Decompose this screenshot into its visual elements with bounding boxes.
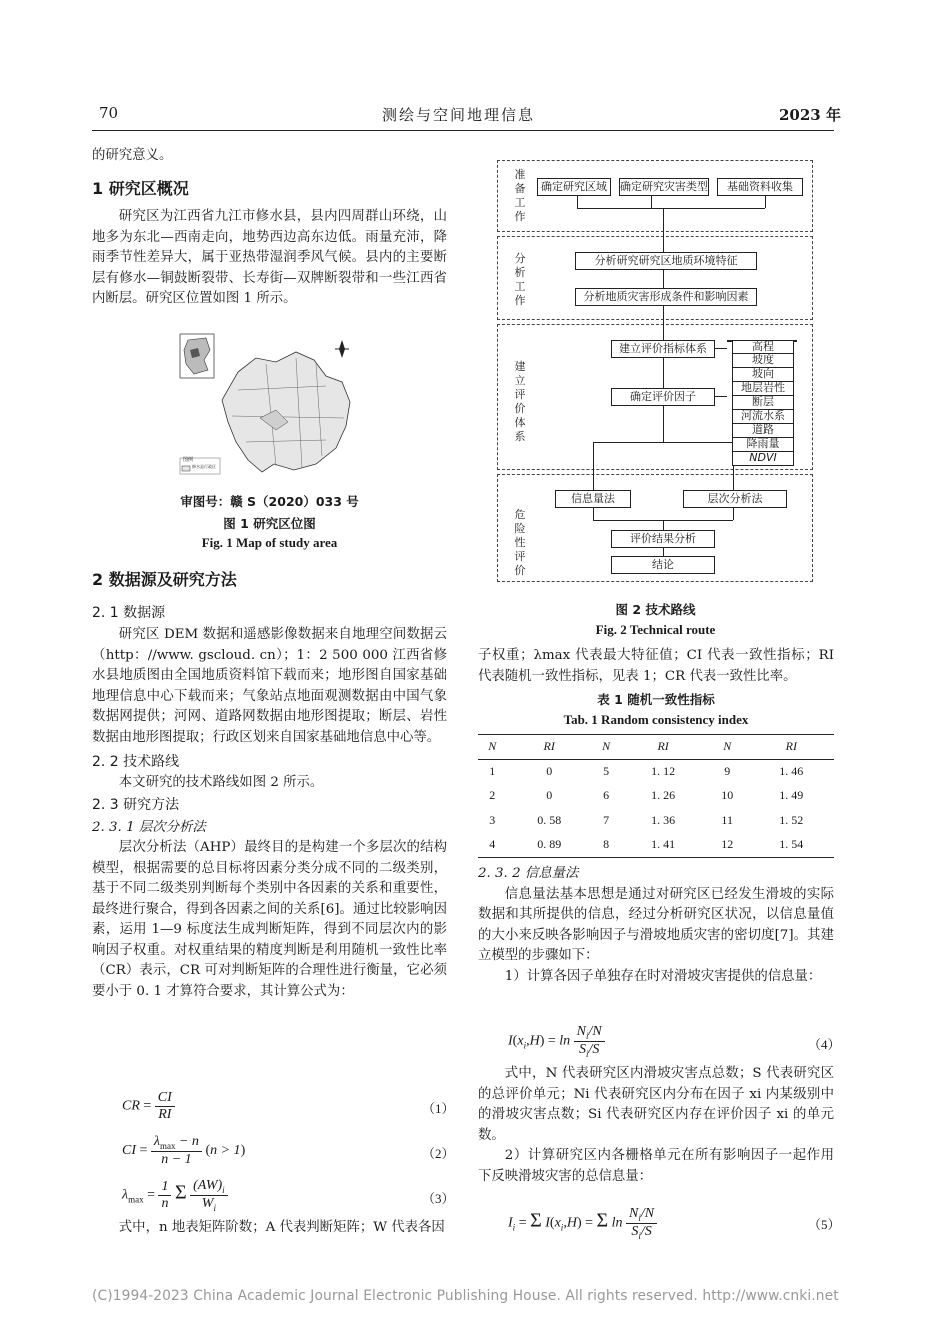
copyright-footer: (C)1994-2023 China Academic Journal Electronic Publishing House. All rights reserved. http://www.cnki.net — [92, 1288, 839, 1304]
journal-year: 2023 年 — [779, 106, 841, 124]
table-header: RI — [657, 739, 669, 754]
equation-1-number: （1） — [422, 1101, 455, 1116]
table-cell: 1. 54 — [779, 837, 804, 851]
flow-box-area: 确定研究区域 — [537, 178, 611, 196]
subsubsection-heading: 2. 3. 1 层次分析法 — [92, 819, 206, 835]
paragraph: 子权重；λmax 代表最大特征值；CI 代表一致性指标；RI 代表随机一致性指标，见表 1；CR 代表一致性比率。 — [478, 648, 834, 684]
table-cell: 1. 52 — [779, 812, 804, 827]
factor-fault: 断层 — [732, 396, 794, 410]
factor-elevation: 高程 — [732, 340, 794, 354]
paragraph: 1）计算各因子单独存在时对滑坡灾害提供的信息量： — [504, 968, 822, 984]
study-area-map — [176, 330, 372, 490]
flow-box-environment: 分析研究研究区地质环境特征 — [575, 252, 757, 270]
table-header: N — [488, 739, 497, 754]
paragraph: 研究区 DEM 数据和遥感影像数据来自地理空间数据云（http：//www. gscloud. cn）；1：2 500 000 江西省修水县地质图由全国地质资料馆下载而来；地形图自国家基础地理信息中心下载而来；气象站点地面观测数据由中国气象数据网提供；河网、道路网数据由地形图提取；断层、岩性数据由地形图提取；行政区划来自国家基础地信息中心等。 — [92, 627, 447, 745]
section-heading-2: 2 数据源及研究方法 — [92, 570, 237, 589]
table-1-caption-cn: 表 1 随机一致性指标 — [597, 692, 715, 707]
table-cell: 7 — [603, 812, 610, 827]
table-cell: 10 — [721, 788, 734, 803]
equation-5: $I_i = \Sigma$ $I(x_i,H) = \Sigma$ ln $\frac{N_i/N}{S_i/S}$ — [508, 1206, 657, 1241]
factor-slope: 坡度 — [732, 354, 794, 368]
subsection-heading: 2. 3 研究方法 — [92, 797, 180, 813]
flow-section-label-prep: 准备工作 — [514, 168, 526, 223]
right-column-lower — [478, 864, 834, 987]
table-cell: 0 — [546, 788, 553, 803]
table-cell: 3 — [489, 812, 496, 827]
left-column-lower — [92, 570, 447, 1002]
factor-aspect: 坡向 — [732, 368, 794, 382]
subsection-heading: 2. 1 数据源 — [92, 604, 166, 621]
flow-section-label-risk-evaluation: 危险性评价 — [514, 508, 526, 577]
paragraph — [92, 1218, 447, 1239]
table-cell: 0. 58 — [537, 812, 562, 827]
table-cell: 0 — [546, 764, 553, 778]
figure-1-review-number: 审图号：赣 S（2020）033 号 — [180, 494, 359, 509]
table-row — [478, 808, 834, 833]
journal-title: 测绘与空间地理信息 — [382, 106, 536, 124]
flow-section-label-evaluation-system: 建立评价体系 — [514, 360, 526, 443]
factor-lithology: 地层岩性 — [732, 382, 794, 396]
paragraph: 本文研究的技术路线如图 2 所示。 — [118, 774, 324, 790]
factor-ndvi: NDVI — [732, 452, 794, 466]
equation-3: $\lambda_{max}$ = $\frac{1}{n}$ Σ $\frac{(AW)_i}{W_i}$ — [122, 1178, 228, 1213]
equation-5-number: （5） — [808, 1217, 841, 1232]
table-row — [478, 833, 834, 858]
table-cell: 9 — [724, 764, 731, 778]
table-cell: 1. 41 — [651, 837, 676, 851]
map-legend-title: 图例 — [183, 457, 194, 463]
factor-rainfall: 降雨量 — [732, 438, 794, 452]
flow-box-ahp: 层次分析法 — [683, 490, 787, 508]
page-number: 70 — [99, 104, 119, 122]
flow-box-result-analysis: 评价结果分析 — [611, 530, 715, 548]
subsection-heading: 2. 2 技术路线 — [92, 754, 180, 770]
table-cell: 0. 89 — [537, 837, 562, 851]
table-header: N — [602, 739, 611, 754]
table-row — [478, 759, 834, 784]
left-column — [92, 146, 447, 310]
random-consistency-table — [478, 734, 834, 858]
table-header: N — [723, 739, 732, 754]
table-cell: 1. 46 — [779, 764, 804, 778]
table-cell: 1. 49 — [779, 788, 804, 803]
paragraph: 研究区为江西省九江市修水县，县内四周群山环绕，山地多为东北—西南走向，地势西边高东边低。雨量充沛，降雨季节性差异大，属于亚热带湿润季风气候。县内的主要断层有修水—铜鼓断裂带、长寿街—双牌断裂带和一些江西省内断层。研究区位置如图 1 所示。 — [92, 209, 447, 306]
equation-1: CR = $\frac{CI}{RI}$ — [122, 1090, 175, 1123]
figure-2-caption-en: Fig. 2 Technical route — [595, 622, 716, 637]
right-column-lower-2 — [478, 1064, 834, 1187]
table-header: RI — [543, 739, 555, 754]
table-cell: 11 — [721, 812, 733, 827]
equation-4: $I(x_i,H) = \ln$ $\frac{N_i/N}{S_i/S}$ — [508, 1024, 605, 1059]
section-heading-1: 1 研究区概况 — [92, 178, 189, 198]
equation-3-number: （3） — [422, 1191, 455, 1206]
factor-list-items — [732, 340, 794, 466]
equation-2: CI = $\frac{\lambda_{max} - n}{n - 1}$ (n > 1) — [122, 1134, 246, 1167]
table-cell: 1. 36 — [651, 812, 676, 827]
flow-box-conclusion: 结论 — [611, 556, 715, 574]
table-row — [478, 784, 834, 809]
flow-box-type: 确定研究灾害类型 — [619, 178, 709, 196]
table-cell: 1. 26 — [651, 788, 676, 803]
paragraph: 信息量法基本思想是通过对研究区已经发生滑坡的实际数据和其所提供的信息，经过分析研究区状况，以信息量值的大小来反映各影响因子与滑坡地质灾害的密切度[7]。其建立模型的步骤如下： — [478, 886, 834, 963]
table-cell: 4 — [489, 837, 496, 851]
equation-4-number: （4） — [808, 1037, 841, 1052]
flow-box-index-system: 建立评价指标体系 — [611, 340, 715, 358]
paragraph: 2）计算研究区内各栅格单元在所有影响因子一起作用下反映滑坡灾害的总信息量： — [478, 1148, 834, 1184]
header-rule — [92, 130, 834, 131]
equation-2-number: （2） — [422, 1146, 455, 1161]
table-cell: 12 — [721, 837, 734, 851]
right-paragraph-top — [478, 646, 834, 687]
paragraph: 层次分析法（AHP）最终目的是构建一个多层次的结构模型，根据需要的总目标将因素分类分成不同的二级类别，基于不同二级类别判断每个类别中各因素的关系和重要性，最终进行聚合，得到各因素之间的关系[6]。通过比较影响因素，运用 1—9 标度法生成判断矩阵，得到不同层次内的影响因子权重。对权重结果的精度判断是利用随机一致性比率（CR）表示，CR 可对判断矩阵的合理性进行衡量，它必须要小于 0. 1 才算符合要求，其计算公式为： — [92, 840, 447, 999]
figure-1-caption-en: Fig. 1 Map of study area — [201, 535, 338, 550]
flow-section-analysis — [497, 236, 813, 320]
flow-box-factors: 确定评价因子 — [611, 388, 715, 406]
factor-road: 道路 — [732, 424, 794, 438]
flow-box-data: 基础资料收集 — [717, 178, 803, 196]
subsubsection-heading: 2. 3. 2 信息量法 — [478, 866, 579, 881]
table-cell: 1. 12 — [651, 764, 676, 778]
flow-box-information-method: 信息量法 — [555, 490, 631, 508]
paragraph-text: 式中，n 地表矩阵阶数；A 代表判断矩阵；W 代表各因 — [118, 1220, 445, 1235]
factor-river: 河流水系 — [732, 410, 794, 424]
table-cell: 8 — [603, 837, 610, 851]
table-header: RI — [785, 739, 797, 754]
figure-2-caption-cn: 图 2 技术路线 — [615, 602, 696, 617]
flow-section-label-analysis: 分析工作 — [514, 252, 526, 307]
table-cell: 2 — [489, 788, 496, 803]
table-1-caption-en: Tab. 1 Random consistency index — [563, 712, 749, 727]
map-legend-item: 修水县行政区 — [192, 464, 216, 469]
figure-1-caption-cn: 图 1 研究区位图 — [223, 516, 316, 531]
paragraph: 的研究意义。 — [92, 148, 173, 163]
table-cell: 1 — [489, 764, 496, 778]
flow-box-conditions: 分析地质灾害形成条件和影响因素 — [575, 288, 757, 306]
table-cell: 5 — [603, 764, 610, 778]
paragraph: 式中，N 代表研究区内滑坡灾害点总数；S 代表研究区的总评价单元；Ni 代表研究区内分布在因子 xi 内某级别中的滑坡灾害点数；Si 代表研究区内存在评价因子 xi 的单元数。 — [478, 1066, 834, 1143]
table-cell: 6 — [603, 788, 610, 803]
